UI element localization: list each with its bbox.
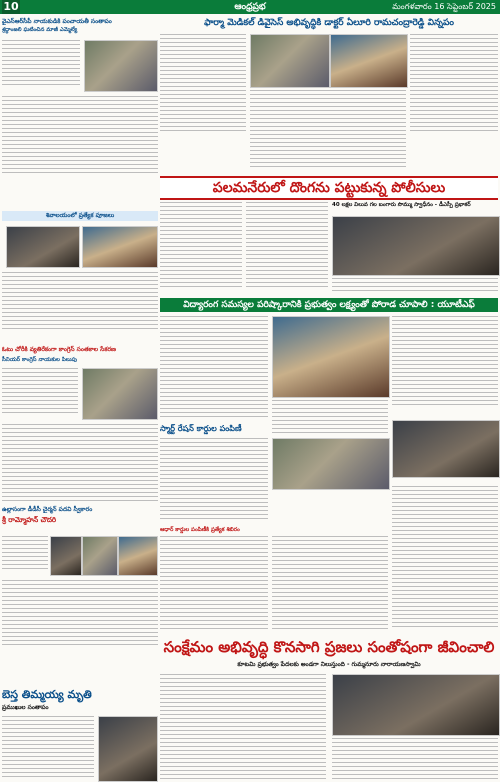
issue-date: మంగళవారం 16 సెప్టెంబర్ 2025 bbox=[392, 2, 496, 11]
photo bbox=[82, 536, 118, 576]
photo bbox=[272, 438, 390, 490]
right-headline-6: సంక్షేమం అభివృద్ధి కొనసాగి ప్రజలు సంతోషంగా జీవించాలి bbox=[163, 638, 495, 656]
right-headline-1: ఫార్మా మెడికల్ డివైసెస్ అభివృద్ధికి డాక్టర్ ఏలూరి రామచంద్రారెడ్డి విన్నపం bbox=[204, 18, 454, 28]
photo bbox=[50, 536, 82, 576]
right-headline-6b: కూటమి ప్రభుత్వం పేదలకు అండగా నిలుస్తుంది - గుమ్మనూరు నారాయణస్వామి bbox=[237, 661, 421, 668]
page-header bbox=[0, 0, 500, 14]
right-headline-4: స్మార్ట్ రేషన్ కార్డుల పంపిణీ bbox=[160, 424, 242, 433]
left-headline-4: ఉల్లాసంగా డీడీసీ చైర్మన్ పదవి స్వీకారం bbox=[2, 506, 93, 513]
left-headline-2: శివాలయంలో ప్రత్యేక పూజలు bbox=[2, 211, 158, 221]
photo bbox=[272, 316, 390, 398]
left-headline-1b: శ్రద్ధాంజలి ఘటించిన మాజీ ఎమ్మెల్యే bbox=[2, 27, 78, 33]
masthead: ఆంధ్రప్రభ bbox=[234, 2, 266, 12]
left-headline-1: వైఎస్ఆర్‌సీపీ నాయకుడికి పంచాయతీ సంతాపం bbox=[2, 18, 112, 25]
page-number: 10 bbox=[3, 0, 19, 13]
photo bbox=[6, 226, 80, 268]
photo bbox=[98, 716, 158, 782]
left-headline-5b: ప్రముఖుల సంతాపం bbox=[2, 704, 49, 711]
left-headline-4b: శ్రీ రామ్మోహన్ చౌదరి bbox=[2, 516, 57, 524]
photo bbox=[392, 420, 500, 478]
left-headline-5: బెస్త తిమ్మయ్య మృతి bbox=[2, 688, 92, 701]
right-headline-5: ఆధార్ కార్డుల పంపిణీకి ప్రత్యేక శిబిరం bbox=[160, 527, 240, 533]
photo bbox=[332, 674, 500, 736]
photo bbox=[82, 368, 158, 420]
photo bbox=[330, 34, 408, 88]
photo bbox=[118, 536, 158, 576]
right-headline-2b: 40 లక్షల విలువ గల బంగారు సొమ్ము స్వాధీనం - డీఎస్పీ ప్రభాకర్ bbox=[332, 202, 471, 208]
left-headline-3: ఓటు చోరీకి వ్యతిరేకంగా కాంగ్రెస్ సంతకాల సేకరణ bbox=[2, 346, 117, 353]
right-headline-3: విద్యారంగ సమస్యల పరిష్కారానికి ప్రభుత్వం లక్ష్యంతో పోరాడ చూపాలి : యూటీఎఫ్ bbox=[160, 298, 498, 312]
photo bbox=[250, 34, 330, 88]
left-headline-3b: సీనియర్ కాంగ్రెస్ నాయకుల పిలుపు bbox=[2, 357, 78, 363]
photo bbox=[332, 216, 500, 276]
photo bbox=[82, 226, 158, 268]
right-headline-2: పలమనేరులో దొంగను పట్టుకున్న పోలీసులు bbox=[160, 176, 498, 200]
photo bbox=[84, 40, 158, 92]
